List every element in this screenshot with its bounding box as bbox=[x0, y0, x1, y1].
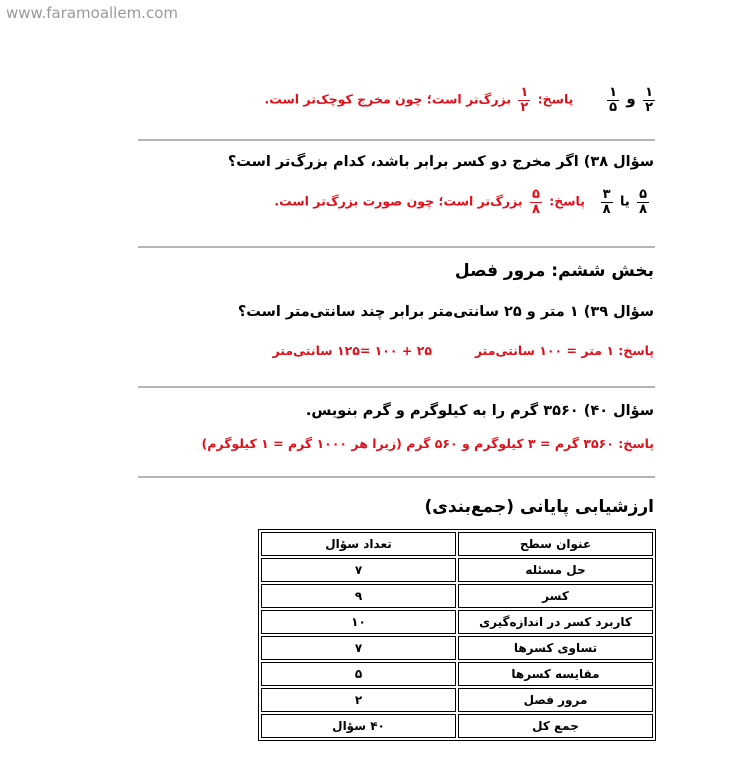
fraction-numerator: ۳ bbox=[602, 187, 611, 202]
divider bbox=[138, 139, 655, 141]
table-row bbox=[261, 636, 653, 660]
fraction-numerator: ۱ bbox=[520, 85, 529, 100]
column-header-count: تعداد سؤال bbox=[261, 532, 456, 556]
level-cell: مقایسه کسرها bbox=[458, 662, 653, 686]
q39-answer-part2: ۲۵ + ۱۰۰ =۱۲۵ سانتی‌متر bbox=[272, 343, 432, 358]
q37-and-word: و bbox=[626, 89, 636, 108]
fraction-numerator: ۱ bbox=[609, 85, 618, 100]
q38-answer-fraction bbox=[530, 188, 542, 216]
fraction-denominator: ۸ bbox=[602, 201, 611, 217]
divider bbox=[138, 476, 655, 478]
level-cell: حل مسئله bbox=[458, 558, 653, 582]
q37-answer-label: پاسخ: bbox=[537, 91, 574, 107]
q37-answer-text: بزرگ‌تر است؛ چون مخرج کوچک‌تر است. bbox=[264, 91, 512, 107]
q39-answer-part1: پاسخ: ۱ متر = ۱۰۰ سانتی‌متر bbox=[474, 343, 654, 358]
q37-answer-line bbox=[265, 86, 658, 114]
watermark: www.faramoallem.com bbox=[6, 4, 178, 22]
fraction-numerator: ۵ bbox=[639, 187, 647, 202]
section-title: بخش ششم: مرور فصل bbox=[454, 261, 654, 281]
count-cell: ۷ bbox=[261, 558, 456, 582]
q38-answer-line bbox=[274, 188, 652, 216]
fraction-denominator: ۲ bbox=[645, 99, 653, 115]
level-cell: کاربرد کسر در اندازه‌گیری bbox=[458, 610, 653, 634]
column-header-level: عنوان سطح bbox=[458, 532, 653, 556]
table-row bbox=[261, 688, 653, 712]
table-row-total bbox=[261, 714, 653, 738]
level-cell: جمع کل bbox=[458, 714, 653, 738]
q38-answer-text: بزرگ‌تر است؛ چون صورت بزرگ‌تر است. bbox=[274, 193, 523, 209]
q38-fraction-a bbox=[637, 188, 649, 216]
summary-title: ارزشیابی پایانی (جمع‌بندی) bbox=[424, 497, 654, 517]
count-cell: ۹ bbox=[261, 584, 456, 608]
q37-answer-fraction bbox=[518, 86, 530, 114]
fraction-denominator: ۸ bbox=[531, 201, 540, 217]
divider bbox=[138, 246, 655, 248]
summary-table bbox=[258, 529, 656, 741]
table-row bbox=[261, 584, 653, 608]
q38-or-word: یا bbox=[619, 194, 630, 210]
q38-answer-label: پاسخ: bbox=[549, 193, 585, 209]
count-cell: ۱۰ bbox=[261, 610, 456, 634]
q38-text: سؤال ۳۸) اگر مخرج دو کسر برابر باشد، کدام بزرگ‌تر است؟ bbox=[227, 154, 654, 170]
q38-fraction-b bbox=[601, 188, 613, 216]
fraction-numerator: ۵ bbox=[531, 187, 540, 202]
q40-answer: پاسخ: ۳۵۶۰ گرم = ۳ کیلوگرم و ۵۶۰ گرم (زیرا هر ۱۰۰۰ گرم = ۱ کیلوگرم) bbox=[201, 436, 654, 451]
q37-fraction-a bbox=[643, 86, 655, 114]
level-cell: کسر bbox=[458, 584, 653, 608]
divider bbox=[138, 386, 655, 388]
q39-text: سؤال ۳۹) ۱ متر و ۲۵ سانتی‌متر برابر چند سانتی‌متر است؟ bbox=[237, 304, 654, 320]
fraction-numerator: ۱ bbox=[645, 85, 653, 100]
fraction-denominator: ۵ bbox=[609, 99, 618, 115]
table-row bbox=[261, 558, 653, 582]
table-header-row bbox=[261, 532, 653, 556]
count-cell: ۲ bbox=[261, 688, 456, 712]
table-row bbox=[261, 662, 653, 686]
count-cell: ۷ bbox=[261, 636, 456, 660]
level-cell: تساوی کسرها bbox=[458, 636, 653, 660]
count-cell: ۴۰ سؤال bbox=[261, 714, 456, 738]
table-row bbox=[261, 610, 653, 634]
level-cell: مرور فصل bbox=[458, 688, 653, 712]
count-cell: ۵ bbox=[261, 662, 456, 686]
fraction-denominator: ۸ bbox=[639, 201, 647, 217]
q37-fraction-b bbox=[607, 86, 619, 114]
fraction-denominator: ۲ bbox=[520, 99, 529, 115]
q40-text: سؤال ۴۰) ۳۵۶۰ گرم را به کیلوگرم و گرم بنویس. bbox=[305, 403, 654, 419]
